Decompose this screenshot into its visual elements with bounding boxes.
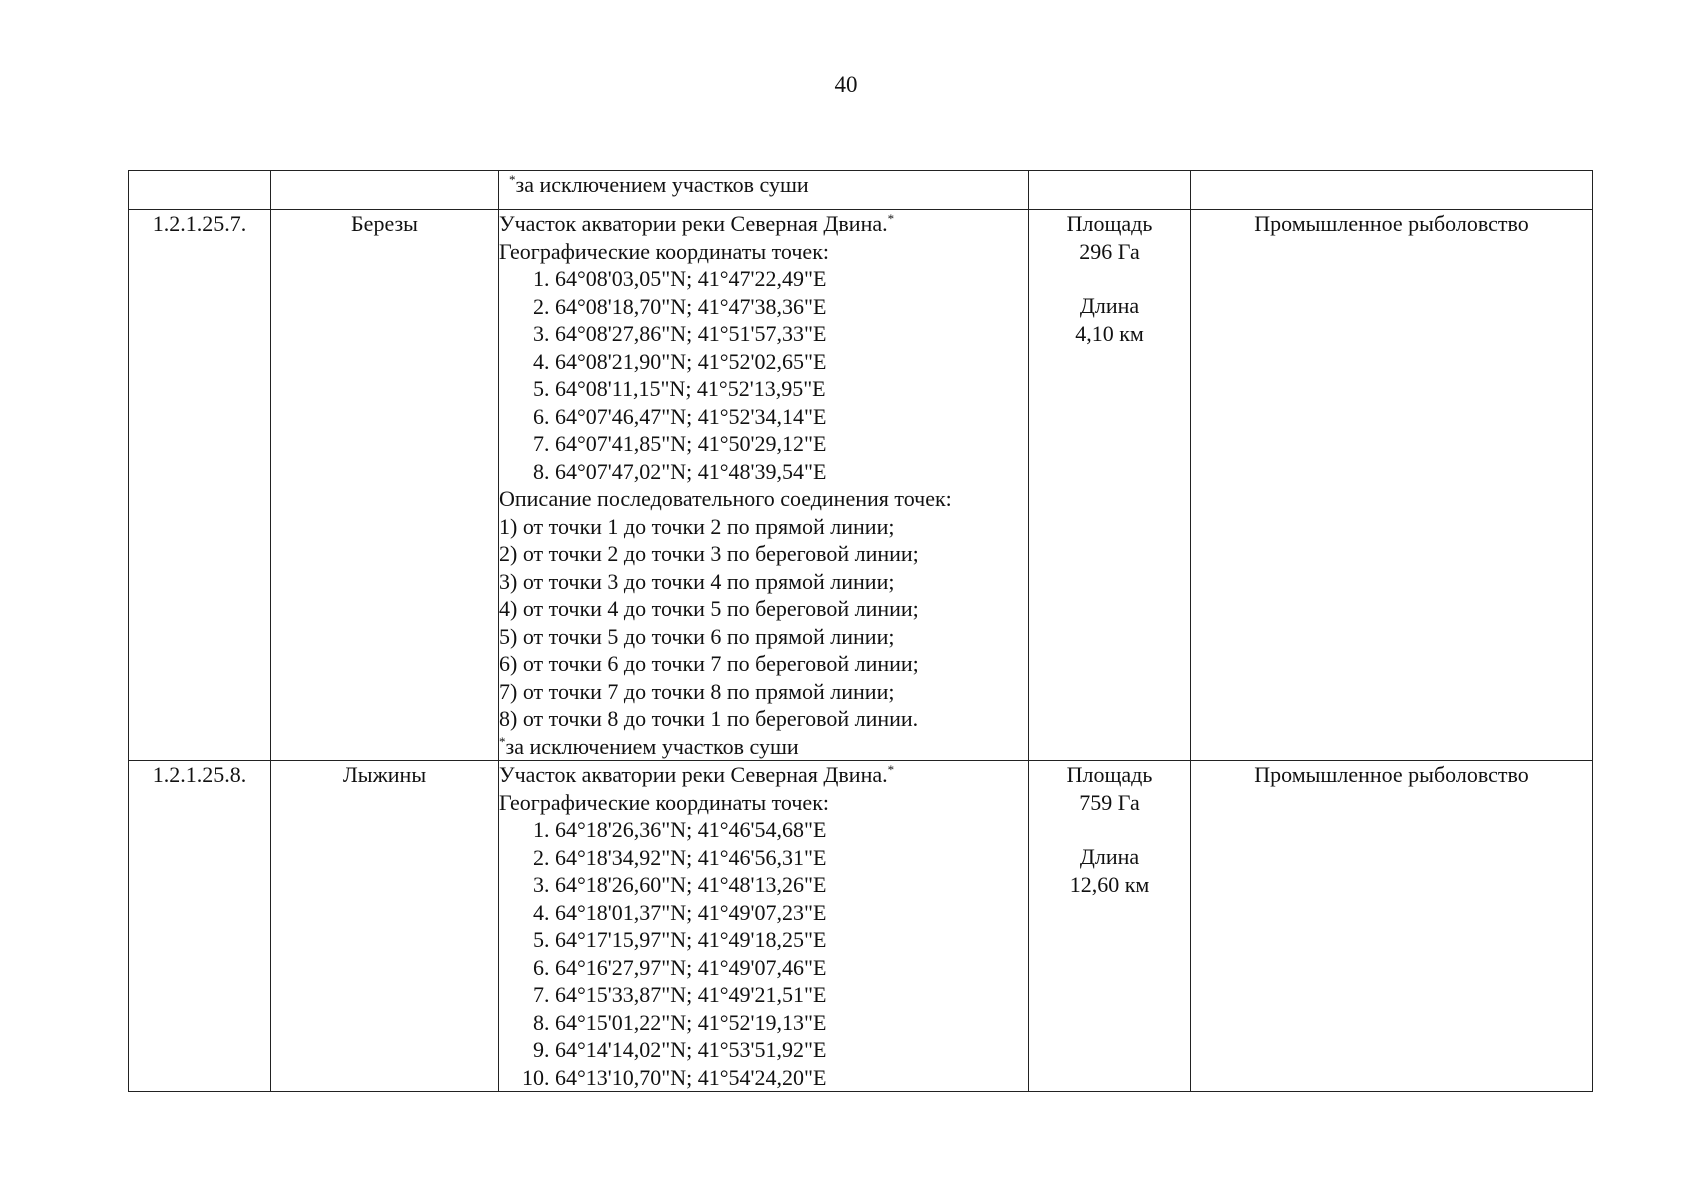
coordinate-item: 7. 64°15'33,87"N; 41°49'21,51"E <box>555 981 1028 1009</box>
area-name: Лыжины <box>271 761 499 1092</box>
area-purpose: Промышленное рыболовство <box>1191 210 1593 761</box>
connection-item: 7) от точки 7 до точки 8 по прямой линии; <box>499 678 895 704</box>
coordinate-item: 6. 64°16'27,97"N; 41°49'07,46"E <box>555 954 1028 982</box>
length-value: 12,60 км <box>1069 871 1150 897</box>
footnote-mark: * <box>499 733 506 749</box>
coords-heading: Географические координаты точек: <box>499 789 829 815</box>
coordinate-item: 2. 64°18'34,92"N; 41°46'56,31"E <box>555 844 1028 872</box>
area-label: Площадь <box>1066 211 1153 236</box>
footnote-text: за исключением участков суши <box>515 172 809 197</box>
length-value: 4,10 км <box>1075 320 1144 346</box>
coordinate-item: 2. 64°08'18,70"N; 41°47'38,36"E <box>555 293 1028 321</box>
area-size <box>1029 761 1191 1092</box>
intro-text: Участок акватории реки Северная Двина. <box>499 762 888 787</box>
description-intro <box>499 761 1028 789</box>
row-number: 1.2.1.25.8. <box>129 761 271 1092</box>
intro-text: Участок акватории реки Северная Двина. <box>499 211 888 236</box>
table-row <box>129 210 1593 761</box>
footnote-text: за исключением участков суши <box>505 733 799 759</box>
coordinate-item: 7. 64°07'41,85"N; 41°50'29,12"E <box>555 430 1028 458</box>
coordinate-item: 1. 64°08'03,05"N; 41°47'22,49"E <box>555 265 1028 293</box>
continuation-name-cell <box>271 171 499 210</box>
connection-item: 1) от точки 1 до точки 2 по прямой линии; <box>499 513 895 539</box>
coords-heading: Географические координаты точек: <box>499 238 829 264</box>
connection-item: 5) от точки 5 до точки 6 по прямой линии; <box>499 623 895 649</box>
continuation-use-cell <box>1191 171 1593 210</box>
area-description <box>499 210 1029 761</box>
length-label: Длина <box>1079 293 1140 318</box>
area-value: 296 Га <box>1079 238 1140 264</box>
coordinate-item: 10. 64°13'10,70"N; 41°54'24,20"E <box>555 1064 1028 1092</box>
connection-heading: Описание последовательного соединения точек: <box>499 486 952 511</box>
row-number: 1.2.1.25.7. <box>129 210 271 761</box>
area-label: Площадь <box>1066 762 1153 787</box>
coordinate-item: 1. 64°18'26,36"N; 41°46'54,68"E <box>555 816 1028 844</box>
intro-mark: * <box>887 762 895 777</box>
area-purpose: Промышленное рыболовство <box>1191 761 1593 1092</box>
table-row <box>129 761 1593 1092</box>
coordinate-item: 5. 64°08'11,15"N; 41°52'13,95"E <box>555 375 1028 403</box>
area-name: Березы <box>271 210 499 761</box>
description-intro <box>499 210 1028 238</box>
fishing-areas-table <box>128 170 1593 1092</box>
area-description <box>499 761 1029 1092</box>
continuation-desc-cell <box>499 171 1029 210</box>
continuation-row <box>129 171 1593 210</box>
connection-item: 2) от точки 2 до точки 3 по береговой линии; <box>499 541 919 566</box>
coordinates-list <box>499 816 1028 1091</box>
connection-item: 8) от точки 8 до точки 1 по береговой линии. <box>499 706 919 731</box>
coordinate-item: 8. 64°15'01,22"N; 41°52'19,13"E <box>555 1009 1028 1037</box>
connection-item: 4) от точки 4 до точки 5 по береговой линии; <box>499 596 919 621</box>
connection-item: 3) от точки 3 до точки 4 по прямой линии; <box>499 568 895 594</box>
footnote <box>499 733 1028 761</box>
area-size <box>1029 210 1191 761</box>
coordinate-item: 5. 64°17'15,97"N; 41°49'18,25"E <box>555 926 1028 954</box>
coordinate-item: 9. 64°14'14,02"N; 41°53'51,92"E <box>555 1036 1028 1064</box>
length-label: Длина <box>1079 844 1140 869</box>
continuation-size-cell <box>1029 171 1191 210</box>
footnote <box>499 171 1028 199</box>
coordinates-list <box>499 265 1028 485</box>
footnote-mark: * <box>509 172 516 187</box>
coordinate-item: 4. 64°18'01,37"N; 41°49'07,23"E <box>555 899 1028 927</box>
connection-item: 6) от точки 6 до точки 7 по береговой линии; <box>499 651 919 676</box>
coordinate-item: 4. 64°08'21,90"N; 41°52'02,65"E <box>555 348 1028 376</box>
coordinate-item: 6. 64°07'46,47"N; 41°52'34,14"E <box>555 403 1028 431</box>
intro-mark: * <box>887 211 895 226</box>
continuation-number-cell <box>129 171 271 210</box>
area-value: 759 Га <box>1079 789 1140 815</box>
coordinate-item: 8. 64°07'47,02"N; 41°48'39,54"E <box>555 458 1028 486</box>
coordinate-item: 3. 64°18'26,60"N; 41°48'13,26"E <box>555 871 1028 899</box>
page-number: 40 <box>834 72 858 97</box>
coordinate-item: 3. 64°08'27,86"N; 41°51'57,33"E <box>555 320 1028 348</box>
